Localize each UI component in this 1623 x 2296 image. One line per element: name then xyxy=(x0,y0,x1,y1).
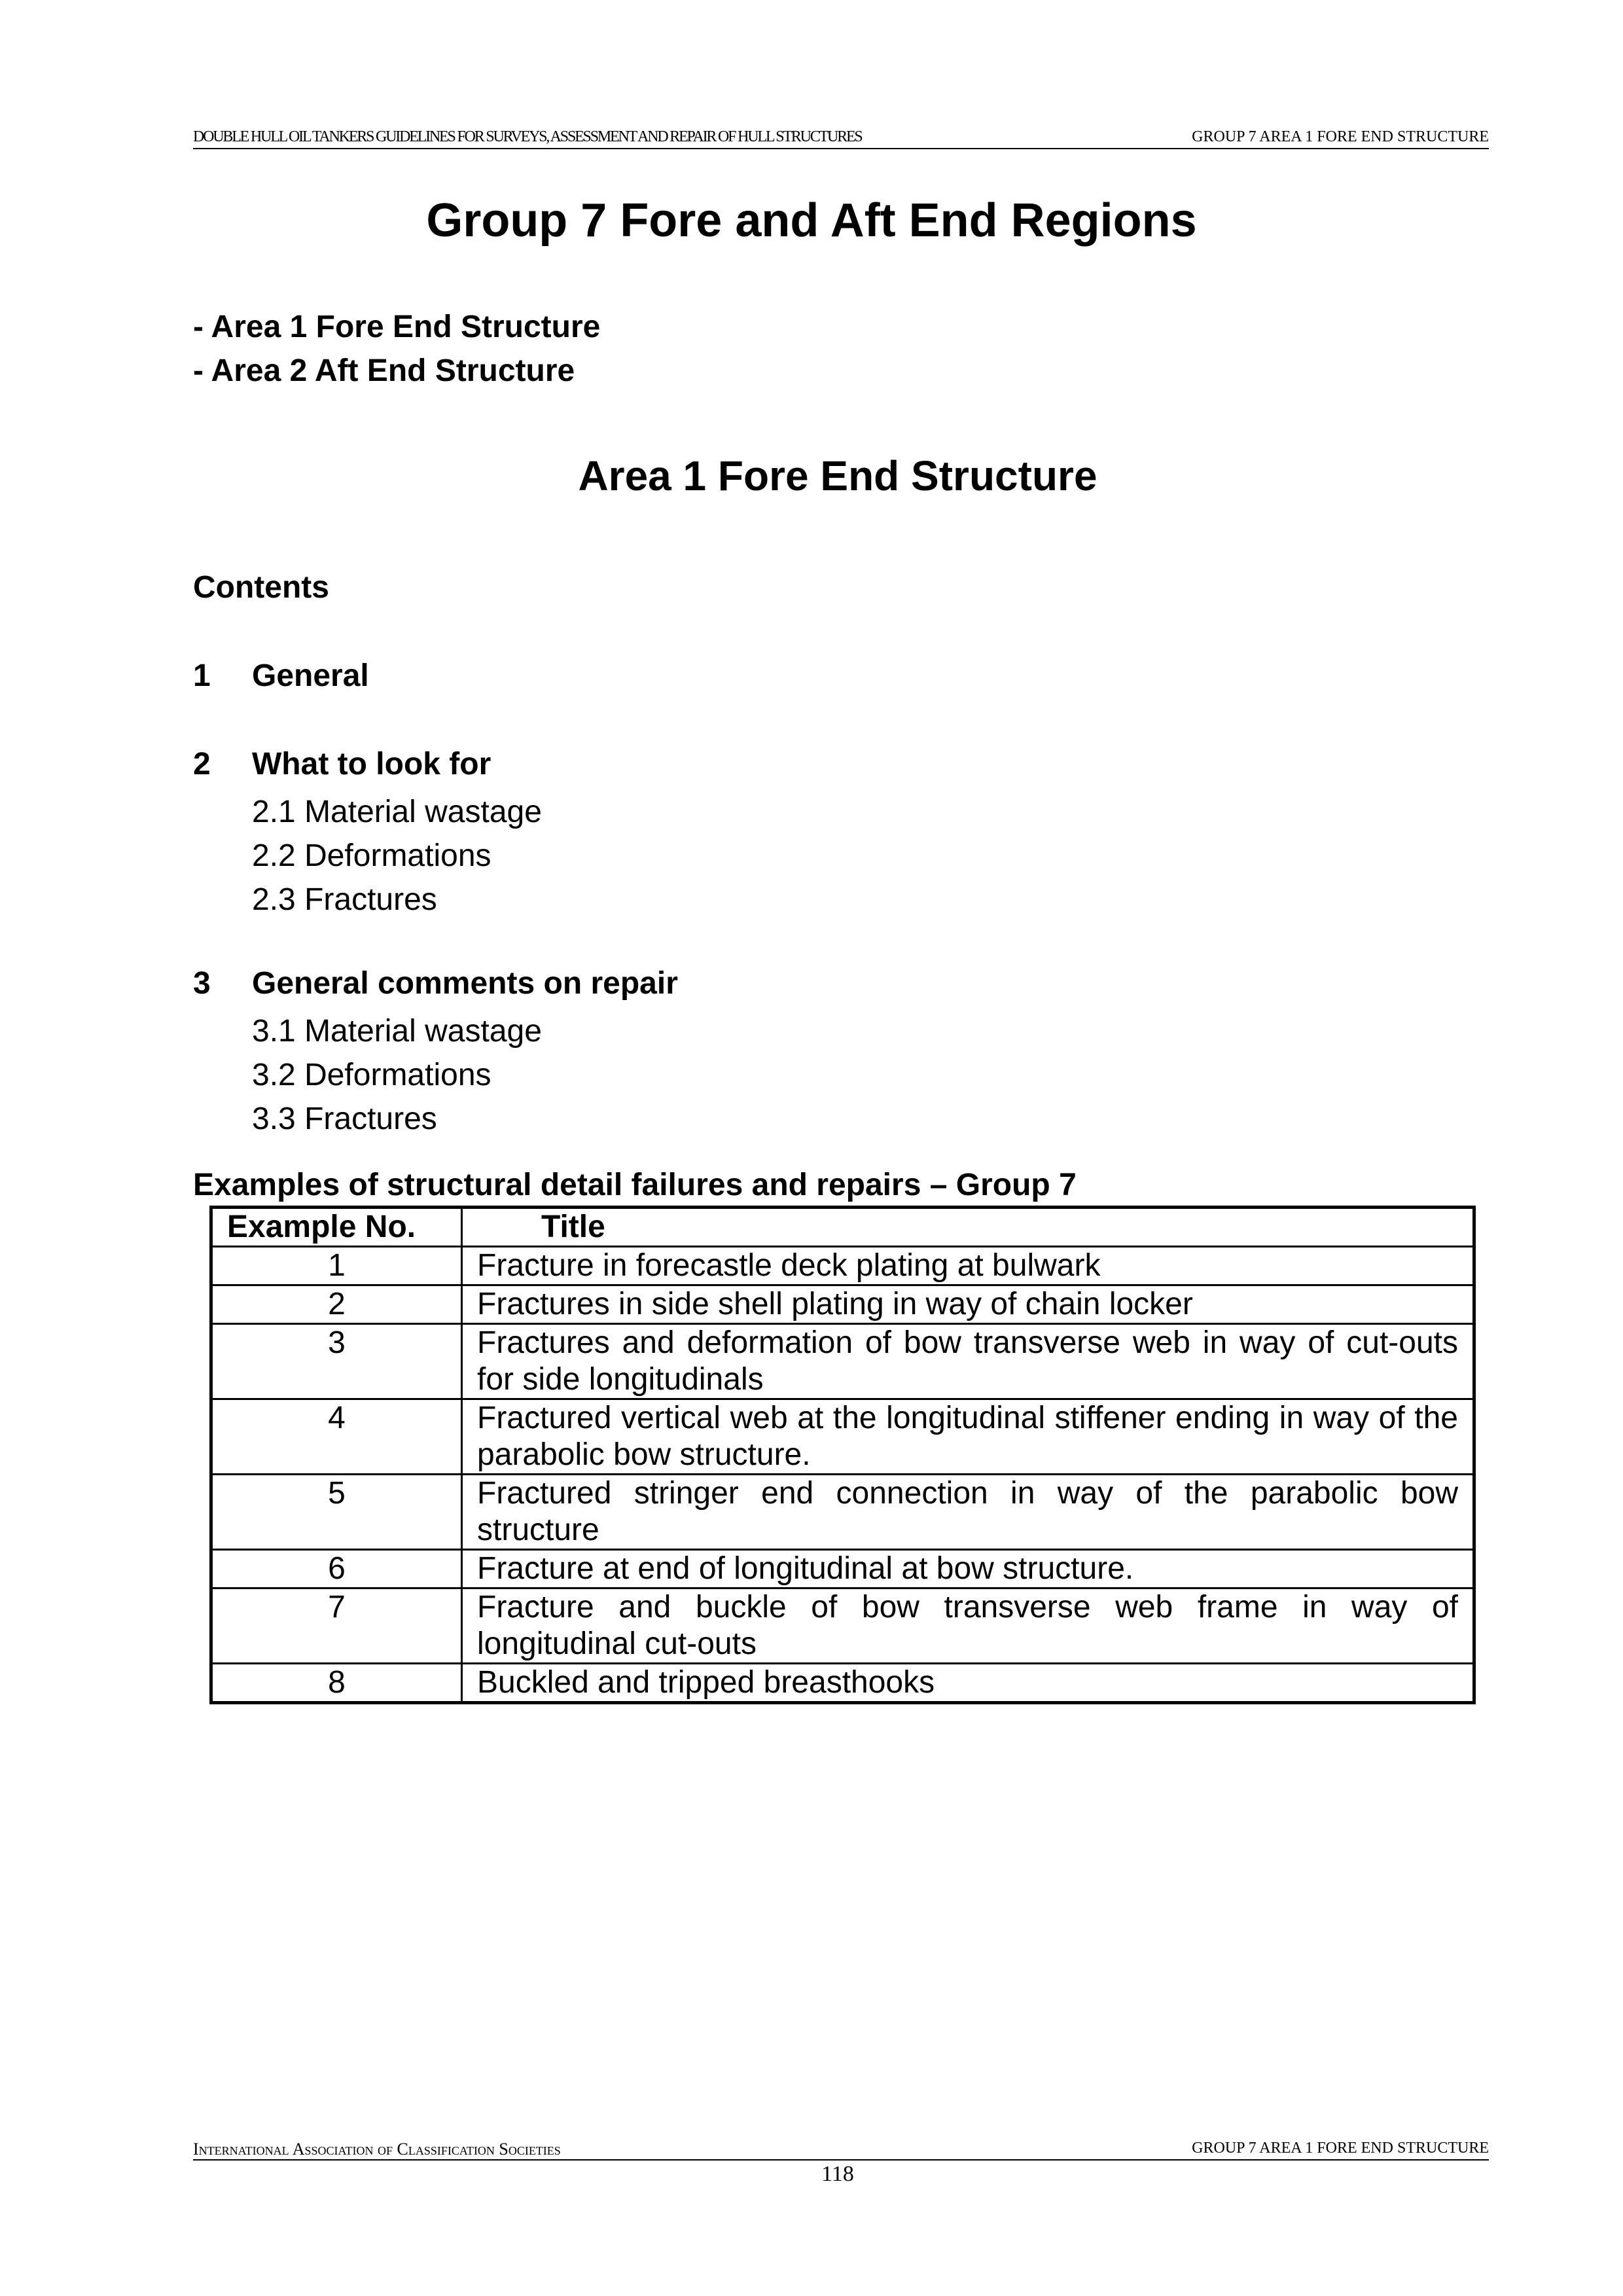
area-title: Area 1 Fore End Structure xyxy=(578,452,1097,499)
area-list xyxy=(193,305,600,393)
example-number: 4 xyxy=(211,1399,462,1475)
example-number: 6 xyxy=(211,1550,462,1588)
example-title: Buckled and tripped breasthooks xyxy=(462,1664,1474,1703)
example-number: 1 xyxy=(211,1247,462,1285)
example-title: Fracture and buckle of bow transverse web frame in way of longitudinal cut-outs xyxy=(462,1588,1474,1664)
example-title: Fractured vertical web at the longitudinal stiffener ending in way of the parabolic bow structure. xyxy=(462,1399,1474,1475)
section-number: 1 xyxy=(193,658,211,693)
table-row xyxy=(211,1247,1474,1285)
footer-section-title: GROUP 7 AREA 1 FORE END STRUCTURE xyxy=(1192,2140,1489,2157)
subsection-item: 3.3 Fractures xyxy=(252,1102,437,1136)
area-list-item: - Area 2 Aft End Structure xyxy=(193,353,575,388)
example-number: 5 xyxy=(211,1475,462,1550)
section-title: General comments on repair xyxy=(252,966,678,1001)
header-document-title: DOUBLE HULL OIL TANKERS GUIDELINES FOR SURVEYS, ASSESSMENT AND REPAIR OF HULL STRUCTURES xyxy=(193,128,862,145)
running-header xyxy=(193,128,1489,149)
column-header-example-no: Example No. xyxy=(211,1208,462,1247)
subsection-item: 2.1 Material wastage xyxy=(252,795,542,829)
table-row xyxy=(211,1550,1474,1588)
page-title: Group 7 Fore and Aft End Regions xyxy=(426,194,1197,247)
header-section-title: GROUP 7 AREA 1 FORE END STRUCTURE xyxy=(1192,128,1489,145)
example-number: 8 xyxy=(211,1664,462,1703)
example-title: Fractured stringer end connection in way of the parabolic bow structure xyxy=(462,1475,1474,1550)
example-title: Fracture at end of longitudinal at bow structure. xyxy=(462,1550,1474,1588)
example-number: 3 xyxy=(211,1324,462,1399)
table-header-row xyxy=(211,1208,1474,1247)
section-number: 3 xyxy=(193,966,211,1001)
example-title: Fractures in side shell plating in way of chain locker xyxy=(462,1285,1474,1324)
example-title: Fracture in forecastle deck plating at bulwark xyxy=(462,1247,1474,1285)
table-row xyxy=(211,1664,1474,1703)
example-number: 2 xyxy=(211,1285,462,1324)
subsection-item: 2.2 Deformations xyxy=(252,838,491,873)
example-title: Fractures and deformation of bow transverse web in way of cut-outs for side longitudinals xyxy=(462,1324,1474,1399)
examples-table xyxy=(209,1206,1476,1704)
subsection-item: 3.1 Material wastage xyxy=(252,1014,542,1049)
table-row xyxy=(211,1324,1474,1399)
table-row xyxy=(211,1475,1474,1550)
table-row xyxy=(211,1588,1474,1664)
subsection-list xyxy=(252,1009,542,1141)
contents-heading: Contents xyxy=(193,570,329,605)
example-number: 7 xyxy=(211,1588,462,1664)
area-list-item: - Area 1 Fore End Structure xyxy=(193,310,601,344)
section-title: General xyxy=(252,658,369,693)
subsection-item: 3.2 Deformations xyxy=(252,1058,491,1092)
subsection-item: 2.3 Fractures xyxy=(252,882,437,917)
section-title: What to look for xyxy=(252,747,491,781)
page-number: 118 xyxy=(821,2162,854,2186)
table-row xyxy=(211,1399,1474,1475)
subsection-list xyxy=(252,790,542,922)
column-header-title: Title xyxy=(462,1208,1474,1247)
footer-organization: International Association of Classification Societies xyxy=(193,2140,561,2159)
running-footer xyxy=(193,2140,1489,2161)
examples-heading: Examples of structural detail failures and repairs – Group 7 xyxy=(193,1168,1077,1202)
section-number: 2 xyxy=(193,747,211,781)
table-row xyxy=(211,1285,1474,1324)
